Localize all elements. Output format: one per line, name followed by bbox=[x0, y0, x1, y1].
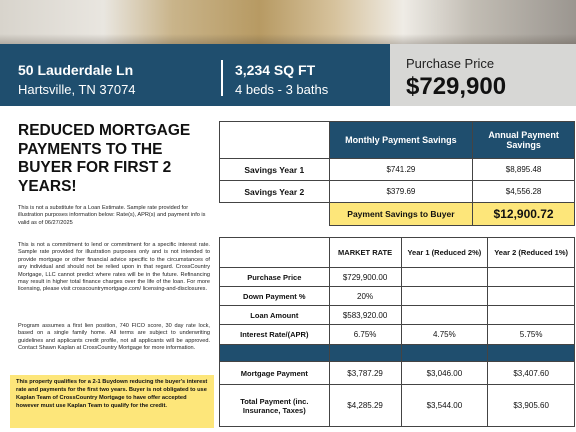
interest-rate-year1: 4.75% bbox=[401, 325, 488, 345]
purchase-price-label: Purchase Price bbox=[406, 56, 495, 71]
separator-row bbox=[220, 345, 575, 362]
address-street: 50 Lauderdale Ln bbox=[18, 62, 134, 78]
separator-cell bbox=[220, 345, 330, 362]
mortgage-payment-label: Mortgage Payment bbox=[220, 362, 330, 385]
market-rate-header: MARKET RATE bbox=[329, 238, 401, 268]
house-photo bbox=[0, 0, 576, 44]
purchase-price-market: $729,900.00 bbox=[329, 268, 401, 287]
interest-rate-row bbox=[220, 325, 575, 345]
down-payment-market: 20% bbox=[329, 287, 401, 306]
savings-total-row bbox=[220, 203, 575, 226]
purchase-price-row-label: Purchase Price bbox=[220, 268, 330, 287]
down-payment-row bbox=[220, 287, 575, 306]
banner-divider bbox=[221, 60, 223, 96]
empty-cell bbox=[401, 306, 488, 325]
separator-cell bbox=[488, 345, 575, 362]
empty-cell bbox=[401, 287, 488, 306]
savings-header-row bbox=[220, 122, 575, 159]
savings-year2-annual: $4,556.28 bbox=[473, 181, 575, 203]
year1-header: Year 1 (Reduced 2%) bbox=[401, 238, 488, 268]
rate-corner-cell bbox=[220, 238, 330, 268]
interest-rate-year2: 5.75% bbox=[488, 325, 575, 345]
mortgage-payment-row bbox=[220, 362, 575, 385]
mortgage-payment-market: $3,787.29 bbox=[329, 362, 401, 385]
down-payment-label: Down Payment % bbox=[220, 287, 330, 306]
mortgage-payment-year1: $3,046.00 bbox=[401, 362, 488, 385]
disclaimer-program: Program assumes a first lien position, 740 FICO score, 30 day rate lock, based on a single family home. All terms are subject to underwriting guidelines and applicants credit profile, not all applicants will be approved. Contact Shawn Kaplan at CrossCountry Mortgage for more information. bbox=[18, 323, 210, 352]
empty-cell bbox=[488, 306, 575, 325]
total-payment-label: Total Payment (inc. Insurance, Taxes) bbox=[220, 385, 330, 427]
purchase-price-box bbox=[390, 44, 576, 106]
separator-cell bbox=[329, 345, 401, 362]
disclaimer-commitment: This is not a commitment to lend or commitment for a specific interest rate. Sample rate provided for illustration purposes only and is not intended to provide mortgage or other financial advice specific to the circumstances of any individual and should not be relied upon in that regard. CrossCountry Mortgage, LLC cannot predict where rates will be in the future. Refinancing may result in higher total finance charges over the life of the loan. For more licensing, please visit crosscountrymortgage.com/ licensing-and-disclosures. bbox=[18, 242, 210, 293]
empty-cell bbox=[401, 268, 488, 287]
purchase-price-value: $729,900 bbox=[406, 73, 507, 100]
savings-table bbox=[219, 121, 575, 226]
buydown-notice: This property qualifies for a 2-1 Buydown reducing the buyer's interest rate and payments for the first two years. Buyer is not obligated to use Kaplan Team of CrossCountry Mortgage to have offer accepted however must use Kaplan Team to qualify for the credit. bbox=[10, 375, 214, 428]
empty-cell bbox=[488, 287, 575, 306]
savings-row-year2 bbox=[220, 181, 575, 203]
empty-cell bbox=[488, 268, 575, 287]
savings-year1-annual: $8,895.48 bbox=[473, 159, 575, 181]
address-city: Hartsville, TN 37074 bbox=[18, 82, 136, 97]
total-payment-year2: $3,905.60 bbox=[488, 385, 575, 427]
monthly-savings-header: Monthly Payment Savings bbox=[329, 122, 473, 159]
savings-total-value: $12,900.72 bbox=[473, 203, 575, 226]
purchase-price-row bbox=[220, 268, 575, 287]
listing-banner bbox=[0, 44, 390, 106]
savings-total-empty bbox=[220, 203, 330, 226]
rate-header-row bbox=[220, 238, 575, 268]
interest-rate-label: Interest Rate/(APR) bbox=[220, 325, 330, 345]
savings-year1-monthly: $741.29 bbox=[329, 159, 473, 181]
savings-corner-cell bbox=[220, 122, 330, 159]
disclaimer-estimate: This is not a substitute for a Loan Estimate. Sample rate provided for illustration purposes information below: Rate(s), APR(s) and payment info is valid as of 06/27/2025 bbox=[18, 205, 206, 226]
loan-amount-row bbox=[220, 306, 575, 325]
headline: REDUCED MORTGAGE PAYMENTS TO THE BUYER FOR FIRST 2 YEARS! bbox=[18, 122, 191, 195]
savings-total-label: Payment Savings to Buyer bbox=[329, 203, 473, 226]
mortgage-payment-year2: $3,407.60 bbox=[488, 362, 575, 385]
rate-comparison-table bbox=[219, 237, 575, 427]
savings-year1-label: Savings Year 1 bbox=[220, 159, 330, 181]
loan-amount-label: Loan Amount bbox=[220, 306, 330, 325]
savings-year2-label: Savings Year 2 bbox=[220, 181, 330, 203]
beds-baths: 4 beds - 3 baths bbox=[235, 82, 329, 97]
separator-cell bbox=[401, 345, 488, 362]
square-footage: 3,234 SQ FT bbox=[235, 62, 316, 78]
annual-savings-header: Annual Payment Savings bbox=[473, 122, 575, 159]
savings-row-year1 bbox=[220, 159, 575, 181]
savings-year2-monthly: $379.69 bbox=[329, 181, 473, 203]
interest-rate-market: 6.75% bbox=[329, 325, 401, 345]
year2-header: Year 2 (Reduced 1%) bbox=[488, 238, 575, 268]
total-payment-market: $4,285.29 bbox=[329, 385, 401, 427]
total-payment-row bbox=[220, 385, 575, 427]
loan-amount-market: $583,920.00 bbox=[329, 306, 401, 325]
total-payment-year1: $3,544.00 bbox=[401, 385, 488, 427]
